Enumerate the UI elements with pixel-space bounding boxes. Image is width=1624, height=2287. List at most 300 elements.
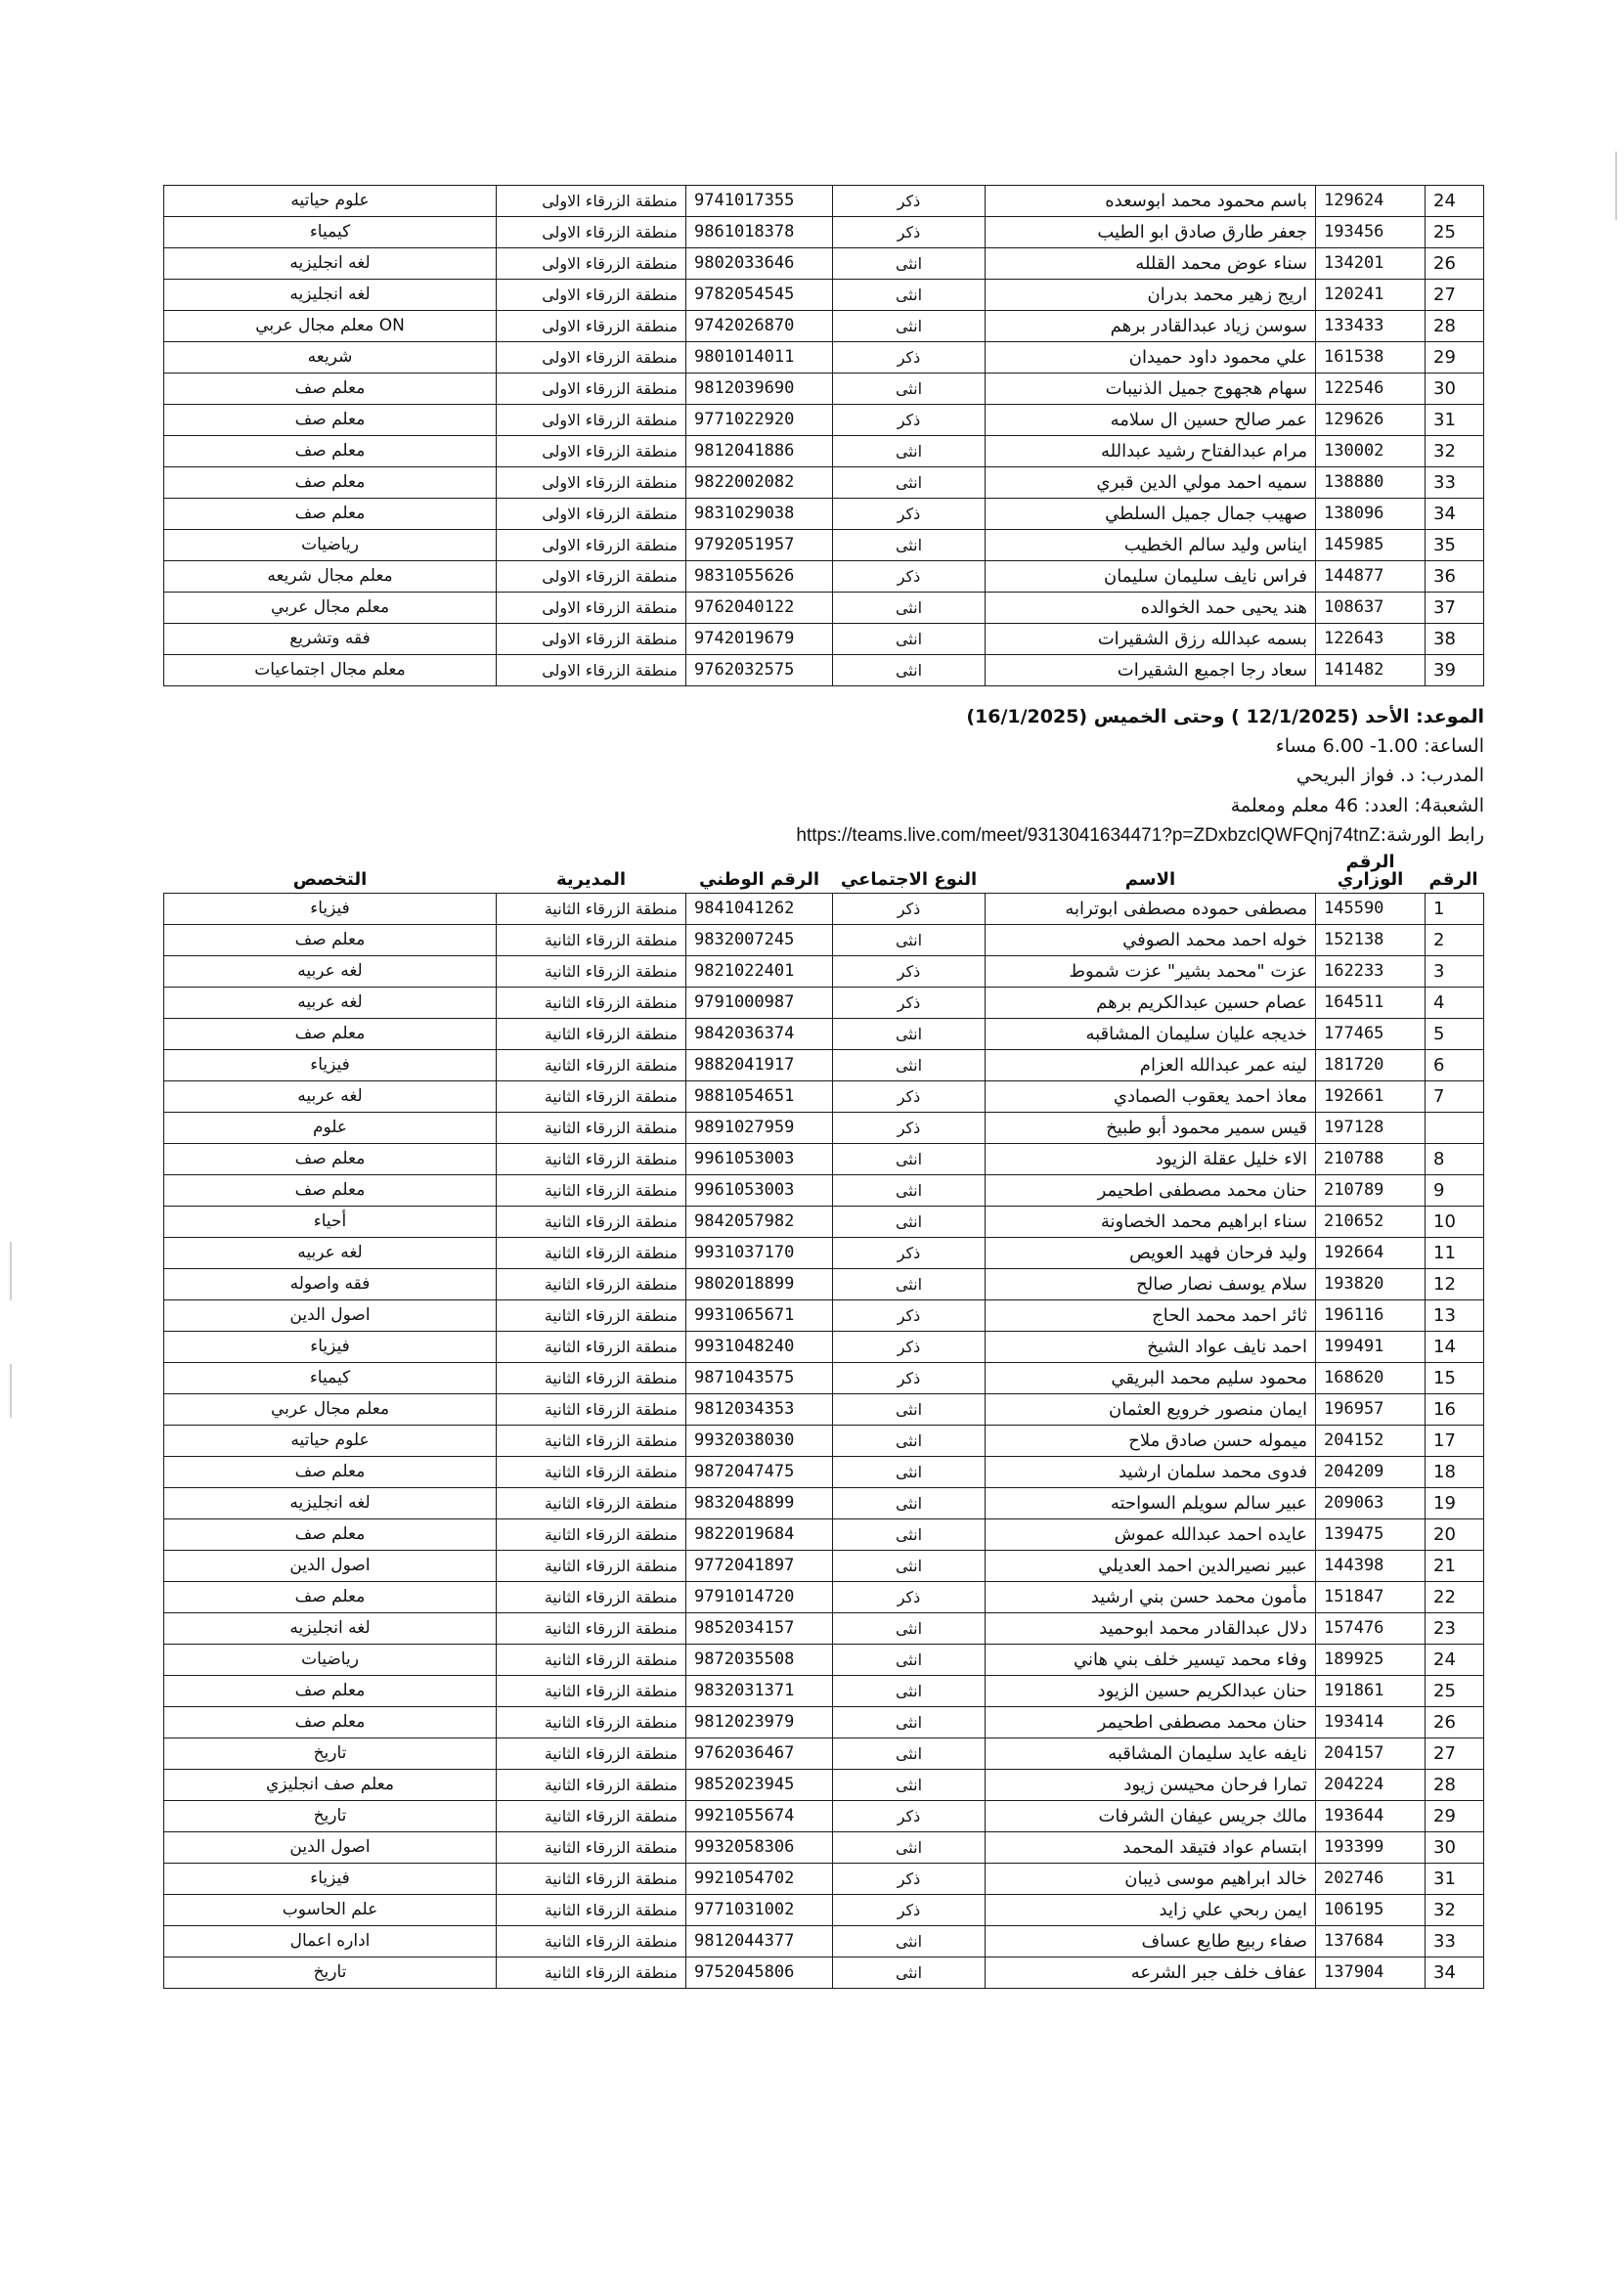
session-trainer: المدرب: د. فواز البريحي [1295, 765, 1484, 786]
gender: انثى [833, 1613, 986, 1645]
gender: انثى [833, 1519, 986, 1551]
national-number: 9742019679 [686, 624, 833, 655]
table-row [164, 593, 1484, 624]
specialty: معلم مجال عربي [164, 1394, 497, 1426]
table-row [164, 342, 1484, 374]
specialty: معلم صف [164, 1175, 497, 1207]
directorate: منطقة الزرقاء الثانية [497, 1207, 686, 1238]
directorate: منطقة الزرقاء الاولى [497, 248, 686, 280]
row-number: 3 [1426, 956, 1484, 988]
directorate: منطقة الزرقاء الثانية [497, 1081, 686, 1113]
header-specialty: التخصص [292, 869, 368, 890]
table-header-row [164, 854, 1484, 894]
specialty: معلم صف [164, 925, 497, 956]
ministry-number: 137684 [1316, 1926, 1426, 1957]
row-number: 33 [1426, 1926, 1484, 1957]
directorate: منطقة الزرقاء الاولى [497, 561, 686, 593]
specialty: معلم صف انجليزي [164, 1770, 497, 1801]
ministry-number: 196957 [1316, 1394, 1426, 1426]
gender: ذكر [833, 1238, 986, 1269]
gender: انثى [833, 1175, 986, 1207]
gender: ذكر [833, 1113, 986, 1144]
ministry-number: 139475 [1316, 1519, 1426, 1551]
specialty: ON معلم مجال عربي [164, 311, 497, 342]
table-row [164, 499, 1484, 530]
national-number: 9762036467 [686, 1738, 833, 1770]
directorate: منطقة الزرقاء الثانية [497, 1864, 686, 1895]
gender: انثى [833, 925, 986, 956]
gender: انثى [833, 1957, 986, 1989]
teacher-name: بسمه عبدالله رزق الشقيرات [986, 624, 1316, 655]
gender: ذكر [833, 1895, 986, 1926]
ministry-number: 129626 [1316, 405, 1426, 436]
link-label: رابط الورشة: [1380, 824, 1484, 846]
ministry-number: 202746 [1316, 1864, 1426, 1895]
row-number [1426, 1113, 1484, 1144]
ministry-number: 204157 [1316, 1738, 1426, 1770]
directorate: منطقة الزرقاء الاولى [497, 593, 686, 624]
row-number: 38 [1426, 624, 1484, 655]
teacher-name: هند يحيى حمد الخوالده [986, 593, 1316, 624]
table-row [164, 1676, 1484, 1707]
teacher-name: محمود سليم محمد البريقي [986, 1363, 1316, 1394]
table-body [164, 186, 1484, 686]
directorate: منطقة الزرقاء الثانية [497, 1801, 686, 1832]
specialty: معلم صف [164, 467, 497, 499]
table-row [164, 1332, 1484, 1363]
row-number: 32 [1426, 1895, 1484, 1926]
national-number: 9821022401 [686, 956, 833, 988]
directorate: منطقة الزرقاء الثانية [497, 1770, 686, 1801]
ministry-number: 191861 [1316, 1676, 1426, 1707]
table-row [164, 1175, 1484, 1207]
national-number: 9742026870 [686, 311, 833, 342]
directorate: منطقة الزرقاء الثانية [497, 1738, 686, 1770]
gender: ذكر [833, 1801, 986, 1832]
national-number: 9812041886 [686, 436, 833, 467]
table-row [164, 280, 1484, 311]
specialty: فيزياء [164, 894, 497, 925]
table-row [164, 1144, 1484, 1175]
ministry-number: 108637 [1316, 593, 1426, 624]
teacher-name: ايمان منصور خرويع العثمان [986, 1394, 1316, 1426]
gender: انثى [833, 655, 986, 686]
ministry-number: 193399 [1316, 1832, 1426, 1864]
ministry-number: 129624 [1316, 186, 1426, 217]
date-label: الموعد: الأحد [1365, 706, 1484, 727]
directorate: منطقة الزرقاء الاولى [497, 311, 686, 342]
session-section: الشعبة4: العدد: 46 معلم ومعلمة [1230, 795, 1484, 816]
directorate: منطقة الزرقاء الثانية [497, 1551, 686, 1582]
teacher-name: حنان محمد مصطفى اطحيمر [986, 1175, 1316, 1207]
row-number: 16 [1426, 1394, 1484, 1426]
specialty: كيمياء [164, 1363, 497, 1394]
national-number: 9921055674 [686, 1801, 833, 1832]
session-link [796, 824, 1484, 847]
specialty: معلم صف [164, 374, 497, 405]
participants-table-section3 [163, 185, 1484, 686]
ministry-number: 197128 [1316, 1113, 1426, 1144]
ministry-number: 193644 [1316, 1801, 1426, 1832]
row-number: 4 [1426, 988, 1484, 1019]
directorate: منطقة الزرقاء الثانية [497, 1238, 686, 1269]
row-number: 28 [1426, 311, 1484, 342]
directorate: منطقة الزرقاء الثانية [497, 988, 686, 1019]
teacher-name: عزت "محمد بشير" عزت شموط [986, 956, 1316, 988]
table-row [164, 436, 1484, 467]
national-number: 9961053003 [686, 1144, 833, 1175]
ministry-number: 145985 [1316, 530, 1426, 561]
ministry-number: 106195 [1316, 1895, 1426, 1926]
ministry-number: 192661 [1316, 1081, 1426, 1113]
directorate: منطقة الزرقاء الثانية [497, 1050, 686, 1081]
national-number: 9772041897 [686, 1551, 833, 1582]
specialty: علوم [164, 1113, 497, 1144]
row-number: 27 [1426, 1738, 1484, 1770]
national-number: 9881054651 [686, 1081, 833, 1113]
ministry-number: 144877 [1316, 561, 1426, 593]
row-number: 22 [1426, 1582, 1484, 1613]
ministry-number: 164511 [1316, 988, 1426, 1019]
teacher-name: مرام عبدالفتاح رشيد عبدالله [986, 436, 1316, 467]
directorate: منطقة الزرقاء الثانية [497, 1175, 686, 1207]
ministry-number: 177465 [1316, 1019, 1426, 1050]
ministry-number: 157476 [1316, 1613, 1426, 1645]
gender: ذكر [833, 342, 986, 374]
national-number: 9891027959 [686, 1113, 833, 1144]
teacher-name: معاذ احمد يعقوب الصمادي [986, 1081, 1316, 1113]
header-directorate: المديرية [555, 869, 627, 890]
row-number: 31 [1426, 1864, 1484, 1895]
scan-edge-mark [10, 1242, 12, 1300]
teacher-name: وليد فرحان فهيد العويص [986, 1238, 1316, 1269]
national-number: 9921054702 [686, 1864, 833, 1895]
national-number: 9801014011 [686, 342, 833, 374]
ministry-number: 134201 [1316, 248, 1426, 280]
national-number: 9822002082 [686, 467, 833, 499]
table-row [164, 561, 1484, 593]
directorate: منطقة الزرقاء الثانية [497, 1394, 686, 1426]
row-number: 1 [1426, 894, 1484, 925]
header-national-no: الرقم الوطني [698, 869, 820, 890]
session-time: الساعة: 1.00- 6.00 مساء [1275, 735, 1484, 757]
directorate: منطقة الزرقاء الاولى [497, 467, 686, 499]
gender: ذكر [833, 956, 986, 988]
teacher-name: سناء عوض محمد القلله [986, 248, 1316, 280]
teacher-name: عمر صالح حسين ال سلامه [986, 405, 1316, 436]
ministry-number: 141482 [1316, 655, 1426, 686]
ministry-number: 144398 [1316, 1551, 1426, 1582]
header-name: الاسم [1124, 869, 1176, 890]
directorate: منطقة الزرقاء الثانية [497, 1707, 686, 1738]
national-number: 9831029038 [686, 499, 833, 530]
table-row [164, 186, 1484, 217]
ministry-number: 210652 [1316, 1207, 1426, 1238]
gender: انثى [833, 1676, 986, 1707]
gender: ذكر [833, 405, 986, 436]
ministry-number: 199491 [1316, 1332, 1426, 1363]
gender: ذكر [833, 988, 986, 1019]
specialty: لغه انجليزيه [164, 280, 497, 311]
meeting-link[interactable]: https://teams.live.com/meet/9313041634471?p=ZDxbzclQWFQnj74tnZ [796, 825, 1381, 846]
national-number: 9852034157 [686, 1613, 833, 1645]
ministry-number: 192664 [1316, 1238, 1426, 1269]
gender: انثى [833, 1551, 986, 1582]
row-number: 26 [1426, 1707, 1484, 1738]
gender: ذكر [833, 894, 986, 925]
ministry-number: 204209 [1316, 1457, 1426, 1488]
specialty: فيزياء [164, 1050, 497, 1081]
national-number: 9752045806 [686, 1957, 833, 1989]
table-row [164, 1832, 1484, 1864]
teacher-name: سلام يوسف نصار صالح [986, 1269, 1316, 1300]
teacher-name: ايناس وليد سالم الخطيب [986, 530, 1316, 561]
table-row [164, 374, 1484, 405]
table-row [164, 1488, 1484, 1519]
specialty: اداره اعمال [164, 1926, 497, 1957]
teacher-name: باسم محمود محمد ابوسعده [986, 186, 1316, 217]
national-number: 9931065671 [686, 1300, 833, 1332]
specialty: فقه واصوله [164, 1269, 497, 1300]
specialty: معلم صف [164, 1582, 497, 1613]
gender: انثى [833, 1019, 986, 1050]
specialty: فقه وتشريع [164, 624, 497, 655]
specialty: معلم صف [164, 1676, 497, 1707]
specialty: علم الحاسوب [164, 1895, 497, 1926]
national-number: 9812039690 [686, 374, 833, 405]
teacher-name: خديجه عليان سليمان المشاقبه [986, 1019, 1316, 1050]
gender: انثى [833, 1770, 986, 1801]
national-number: 9812023979 [686, 1707, 833, 1738]
row-number: 20 [1426, 1519, 1484, 1551]
gender: انثى [833, 1394, 986, 1426]
directorate: منطقة الزرقاء الثانية [497, 894, 686, 925]
ministry-number: 145590 [1316, 894, 1426, 925]
ministry-number: 204224 [1316, 1770, 1426, 1801]
gender: ذكر [833, 1300, 986, 1332]
national-number: 9762040122 [686, 593, 833, 624]
table-row [164, 1050, 1484, 1081]
table-row [164, 217, 1484, 248]
national-number: 9792051957 [686, 530, 833, 561]
national-number: 9841041262 [686, 894, 833, 925]
directorate: منطقة الزرقاء الثانية [497, 1457, 686, 1488]
table-row [164, 1957, 1484, 1989]
teacher-name: صهيب جمال جميل السلطي [986, 499, 1316, 530]
national-number: 9842057982 [686, 1207, 833, 1238]
ministry-number: 209063 [1316, 1488, 1426, 1519]
row-number: 37 [1426, 593, 1484, 624]
scan-edge-mark [10, 1364, 12, 1418]
row-number: 5 [1426, 1019, 1484, 1050]
directorate: منطقة الزرقاء الثانية [497, 1269, 686, 1300]
specialty: معلم صف [164, 405, 497, 436]
table-row [164, 1238, 1484, 1269]
directorate: منطقة الزرقاء الثانية [497, 1832, 686, 1864]
directorate: منطقة الزرقاء الاولى [497, 280, 686, 311]
directorate: منطقة الزرقاء الثانية [497, 1332, 686, 1363]
row-number: 27 [1426, 280, 1484, 311]
gender: ذكر [833, 186, 986, 217]
teacher-name: سوسن زياد عبدالقادر برهم [986, 311, 1316, 342]
table-row [164, 655, 1484, 686]
national-number: 9771022920 [686, 405, 833, 436]
table-row [164, 624, 1484, 655]
directorate: منطقة الزرقاء الاولى [497, 217, 686, 248]
directorate: منطقة الزرقاء الثانية [497, 1926, 686, 1957]
row-number: 7 [1426, 1081, 1484, 1113]
row-number: 33 [1426, 467, 1484, 499]
gender: انثى [833, 1738, 986, 1770]
gender: ذكر [833, 217, 986, 248]
gender: انثى [833, 1144, 986, 1175]
specialty: اصول الدين [164, 1832, 497, 1864]
teacher-name: خالد ابراهيم موسى ذيبان [986, 1864, 1316, 1895]
directorate: منطقة الزرقاء الثانية [497, 1676, 686, 1707]
gender: انثى [833, 280, 986, 311]
specialty: معلم مجال عربي [164, 593, 497, 624]
directorate: منطقة الزرقاء الثانية [497, 1019, 686, 1050]
row-number: 39 [1426, 655, 1484, 686]
table-row [164, 1300, 1484, 1332]
directorate: منطقة الزرقاء الاولى [497, 530, 686, 561]
teacher-name: اريج زهير محمد بدران [986, 280, 1316, 311]
specialty: لغه عربيه [164, 1238, 497, 1269]
directorate: منطقة الزرقاء الثانية [497, 1957, 686, 1989]
teacher-name: نايفه عايد سليمان المشاقبه [986, 1738, 1316, 1770]
specialty: معلم صف [164, 1457, 497, 1488]
table-row [164, 1113, 1484, 1144]
specialty: لغه عربيه [164, 1081, 497, 1113]
table-row [164, 956, 1484, 988]
directorate: منطقة الزرقاء الثانية [497, 1488, 686, 1519]
specialty: تاريخ [164, 1957, 497, 1989]
specialty: معلم مجال شريعه [164, 561, 497, 593]
row-number: 17 [1426, 1426, 1484, 1457]
teacher-name: عايده احمد عبدالله عموش [986, 1519, 1316, 1551]
table-row [164, 248, 1484, 280]
ministry-number: 193820 [1316, 1269, 1426, 1300]
specialty: رياضيات [164, 530, 497, 561]
table-row [164, 1895, 1484, 1926]
date-to: (16/1/2025) [966, 706, 1088, 727]
specialty: فيزياء [164, 1332, 497, 1363]
row-number: 21 [1426, 1551, 1484, 1582]
teacher-name: قيس سمير محمود أبو طبيخ [986, 1113, 1316, 1144]
row-number: 14 [1426, 1332, 1484, 1363]
specialty: أحياء [164, 1207, 497, 1238]
specialty: شريعه [164, 342, 497, 374]
ministry-number: 193456 [1316, 217, 1426, 248]
national-number: 9802033646 [686, 248, 833, 280]
directorate: منطقة الزرقاء الثانية [497, 1426, 686, 1457]
ministry-number: 168620 [1316, 1363, 1426, 1394]
gender: ذكر [833, 1363, 986, 1394]
table-row [164, 1081, 1484, 1113]
directorate: منطقة الزرقاء الثانية [497, 1113, 686, 1144]
row-number: 11 [1426, 1238, 1484, 1269]
teacher-name: دلال عبدالقادر محمد ابوحميد [986, 1613, 1316, 1645]
specialty: تاريخ [164, 1801, 497, 1832]
row-number: 28 [1426, 1770, 1484, 1801]
row-number: 10 [1426, 1207, 1484, 1238]
table-row [164, 1426, 1484, 1457]
row-number: 19 [1426, 1488, 1484, 1519]
row-number: 6 [1426, 1050, 1484, 1081]
gender: انثى [833, 436, 986, 467]
header-gender: النوع الاجتماعي [840, 869, 978, 890]
national-number: 9882041917 [686, 1050, 833, 1081]
national-number: 9852023945 [686, 1770, 833, 1801]
table-row [164, 311, 1484, 342]
teacher-name: سميه احمد مولي الدين قبري [986, 467, 1316, 499]
teacher-name: فدوى محمد سلمان ارشيد [986, 1457, 1316, 1488]
table-row [164, 1770, 1484, 1801]
national-number: 9832031371 [686, 1676, 833, 1707]
national-number: 9832007245 [686, 925, 833, 956]
directorate: منطقة الزرقاء الاولى [497, 436, 686, 467]
directorate: منطقة الزرقاء الاولى [497, 342, 686, 374]
specialty: علوم حياتيه [164, 186, 497, 217]
teacher-name: ميموله حسن صادق ملاح [986, 1426, 1316, 1457]
specialty: معلم مجال اجتماعيات [164, 655, 497, 686]
table-row [164, 1613, 1484, 1645]
table-row [164, 1645, 1484, 1676]
gender: انثى [833, 1832, 986, 1864]
row-number: 30 [1426, 374, 1484, 405]
specialty: معلم صف [164, 499, 497, 530]
specialty: علوم حياتيه [164, 1426, 497, 1457]
gender: انثى [833, 1645, 986, 1676]
specialty: رياضيات [164, 1645, 497, 1676]
row-number: 12 [1426, 1269, 1484, 1300]
table-row [164, 894, 1484, 925]
table-row [164, 1582, 1484, 1613]
national-number: 9791014720 [686, 1582, 833, 1613]
ministry-number: 204152 [1316, 1426, 1426, 1457]
ministry-number: 138880 [1316, 467, 1426, 499]
directorate: منطقة الزرقاء الثانية [497, 1300, 686, 1332]
gender: انثى [833, 593, 986, 624]
specialty: لغه عربيه [164, 956, 497, 988]
header-num: الرقم [1428, 869, 1478, 890]
row-number: 25 [1426, 217, 1484, 248]
participants-table-section4 [163, 854, 1484, 1989]
teacher-name: عفاف خلف جبر الشرعه [986, 1957, 1316, 1989]
ministry-number: 133433 [1316, 311, 1426, 342]
ministry-number: 122546 [1316, 374, 1426, 405]
directorate: منطقة الزرقاء الثانية [497, 1895, 686, 1926]
national-number: 9932038030 [686, 1426, 833, 1457]
specialty: معلم صف [164, 1707, 497, 1738]
row-number: 29 [1426, 1801, 1484, 1832]
teacher-name: ايمن ربحي علي زايد [986, 1895, 1316, 1926]
ministry-number: 210788 [1316, 1144, 1426, 1175]
gender: انثى [833, 1488, 986, 1519]
teacher-name: لينه عمر عبدالله العزام [986, 1050, 1316, 1081]
table-row [164, 1926, 1484, 1957]
gender: ذكر [833, 1864, 986, 1895]
teacher-name: ابتسام عواد فتيقد المحمد [986, 1832, 1316, 1864]
row-number: 35 [1426, 530, 1484, 561]
national-number: 9842036374 [686, 1019, 833, 1050]
table-row [164, 1519, 1484, 1551]
national-number: 9802018899 [686, 1269, 833, 1300]
teacher-name: تمارا فرحان محيسن زيود [986, 1770, 1316, 1801]
gender: انثى [833, 530, 986, 561]
teacher-name: عبير نصيرالدين احمد العديلي [986, 1551, 1316, 1582]
directorate: منطقة الزرقاء الاولى [497, 624, 686, 655]
